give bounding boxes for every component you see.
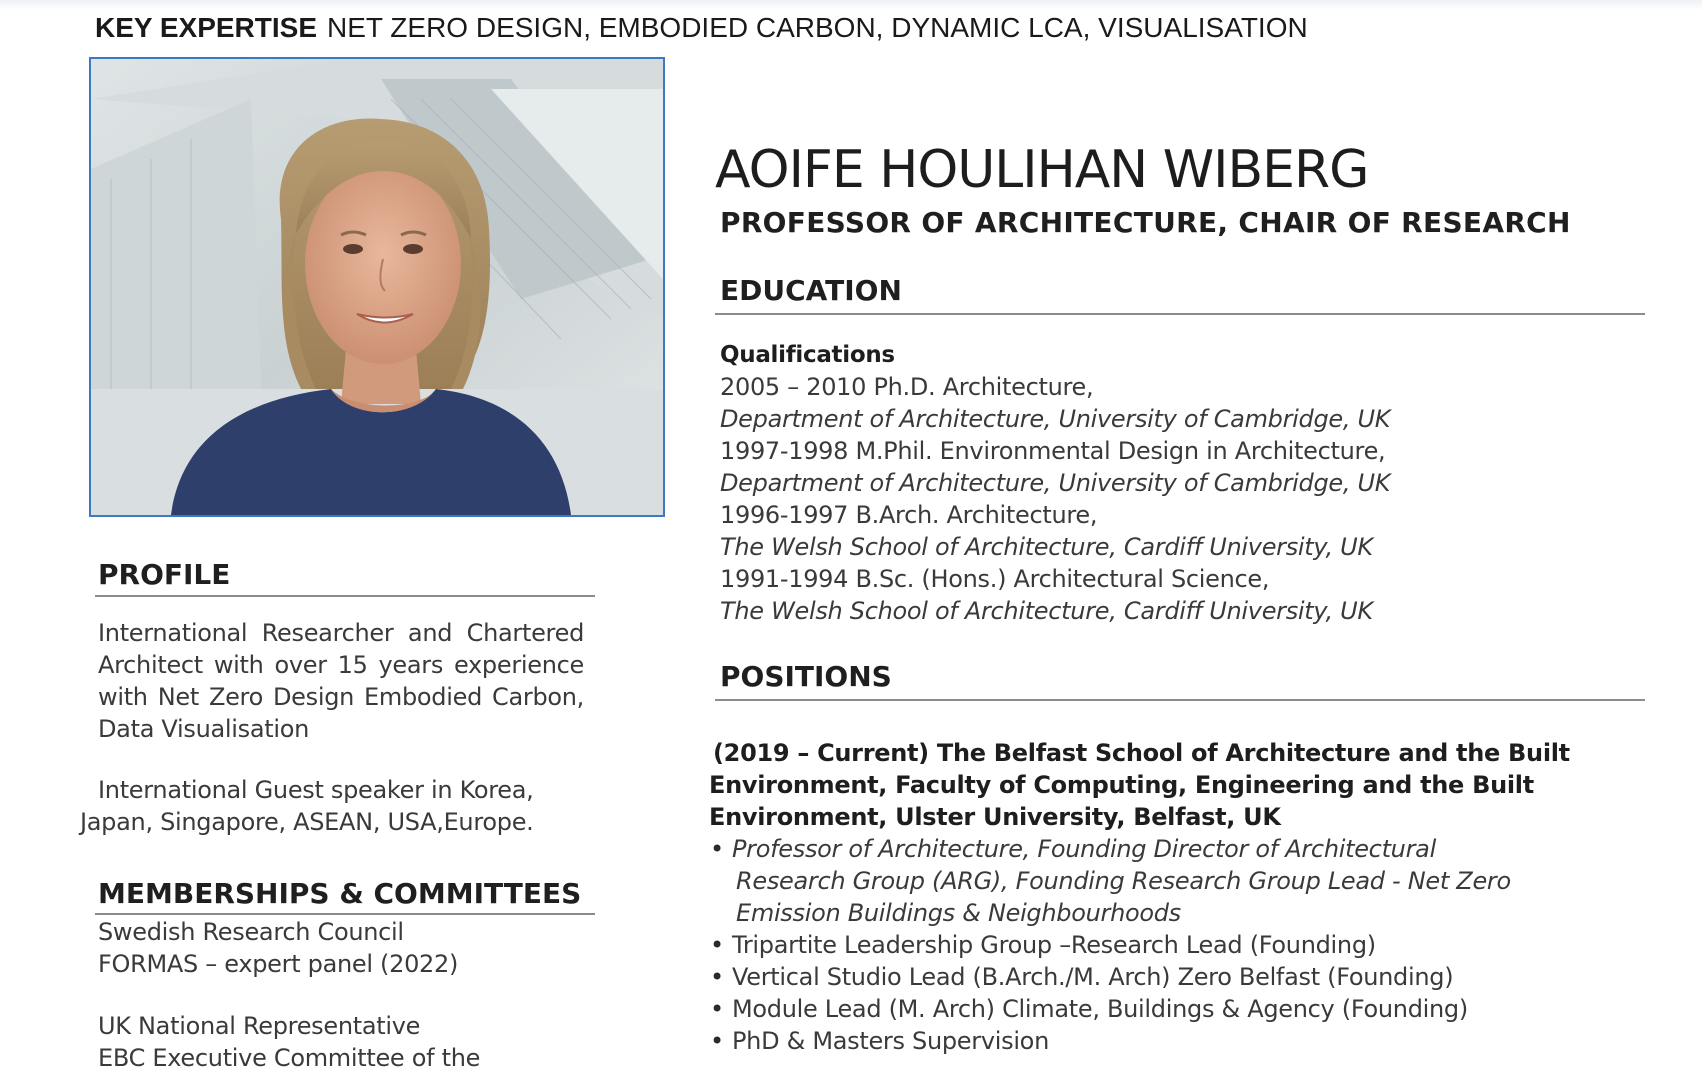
education-institution: Department of Architecture, University of Cambridge, UK [720, 469, 1391, 497]
person-title: PROFESSOR OF ARCHITECTURE, CHAIR OF RESEARCH [720, 206, 1571, 239]
bullet-icon: • [710, 835, 724, 863]
position-bullet [710, 835, 1436, 863]
key-expertise-label: KEY EXPERTISE [95, 12, 318, 43]
key-expertise-value: NET ZERO DESIGN, EMBODIED CARBON, DYNAMIC LCA, VISUALISATION [327, 12, 1308, 43]
profile-speaker-line: Japan, Singapore, ASEAN, USA,Europe. [80, 808, 534, 836]
education-degree: 1991-1994 B.Sc. (Hons.) Architectural Science, [720, 565, 1270, 593]
position-bullet [710, 931, 1376, 959]
membership-line: UK National Representative [98, 1012, 421, 1040]
position-bullet [710, 995, 1468, 1023]
profile-speaker-line: International Guest speaker in Korea, [98, 776, 534, 804]
position-bullet-text: PhD & Masters Supervision [732, 1027, 1049, 1055]
position-bullet-text: Tripartite Leadership Group –Research Lead (Founding) [732, 931, 1376, 959]
education-institution: Department of Architecture, University of Cambridge, UK [720, 405, 1391, 433]
positions-heading: POSITIONS [720, 660, 892, 693]
profile-paragraph: International Researcher and Chartered Architect with over 15 years experience with Net Zero Design Embodied Carbon, Data Visualisation [98, 619, 584, 743]
memberships-divider [95, 913, 595, 915]
employer-line: (2019 – Current) The Belfast School of Architecture and the Built [713, 739, 1570, 767]
bullet-icon: • [710, 963, 724, 991]
portrait-photo [89, 57, 665, 517]
education-degree: 1997-1998 M.Phil. Environmental Design in Architecture, [720, 437, 1386, 465]
top-strip [0, 0, 1702, 10]
membership-line: Swedish Research Council [98, 918, 404, 946]
bullet-icon: • [710, 1027, 724, 1055]
education-degree: 2005 – 2010 Ph.D. Architecture, [720, 373, 1094, 401]
bullet-icon: • [710, 931, 724, 959]
position-bullet-text: Professor of Architecture, Founding Director of Architectural [732, 835, 1436, 863]
qualifications-label: Qualifications [720, 342, 895, 368]
key-expertise-line [95, 12, 1308, 44]
membership-line: EBC Executive Committee of the [98, 1044, 481, 1072]
profile-heading: PROFILE [98, 558, 231, 591]
person-name: AOIFE HOULIHAN WIBERG [715, 140, 1369, 200]
education-institution: The Welsh School of Architecture, Cardiff University, UK [720, 597, 1373, 625]
position-bullet [710, 1027, 1049, 1055]
education-degree: 1996-1997 B.Arch. Architecture, [720, 501, 1098, 529]
education-divider [715, 313, 1645, 315]
position-bullet [710, 963, 1453, 991]
position-bullet-text: Vertical Studio Lead (B.Arch./M. Arch) Zero Belfast (Founding) [732, 963, 1454, 991]
education-heading: EDUCATION [720, 274, 902, 307]
positions-divider [715, 699, 1645, 701]
memberships-heading: MEMBERSHIPS & COMMITTEES [98, 877, 582, 910]
employer-line: Environment, Faculty of Computing, Engineering and the Built [709, 771, 1534, 799]
education-institution: The Welsh School of Architecture, Cardiff University, UK [720, 533, 1373, 561]
membership-line: FORMAS – expert panel (2022) [98, 950, 459, 978]
position-bullet-text: Module Lead (M. Arch) Climate, Buildings & Agency (Founding) [732, 995, 1468, 1023]
profile-divider [95, 595, 595, 597]
position-bullet-continuation: Emission Buildings & Neighbourhoods [736, 899, 1181, 927]
employer-line: Environment, Ulster University, Belfast, UK [709, 803, 1281, 831]
bullet-icon: • [710, 995, 724, 1023]
position-bullet-continuation: Research Group (ARG), Founding Research Group Lead - Net Zero [736, 867, 1511, 895]
